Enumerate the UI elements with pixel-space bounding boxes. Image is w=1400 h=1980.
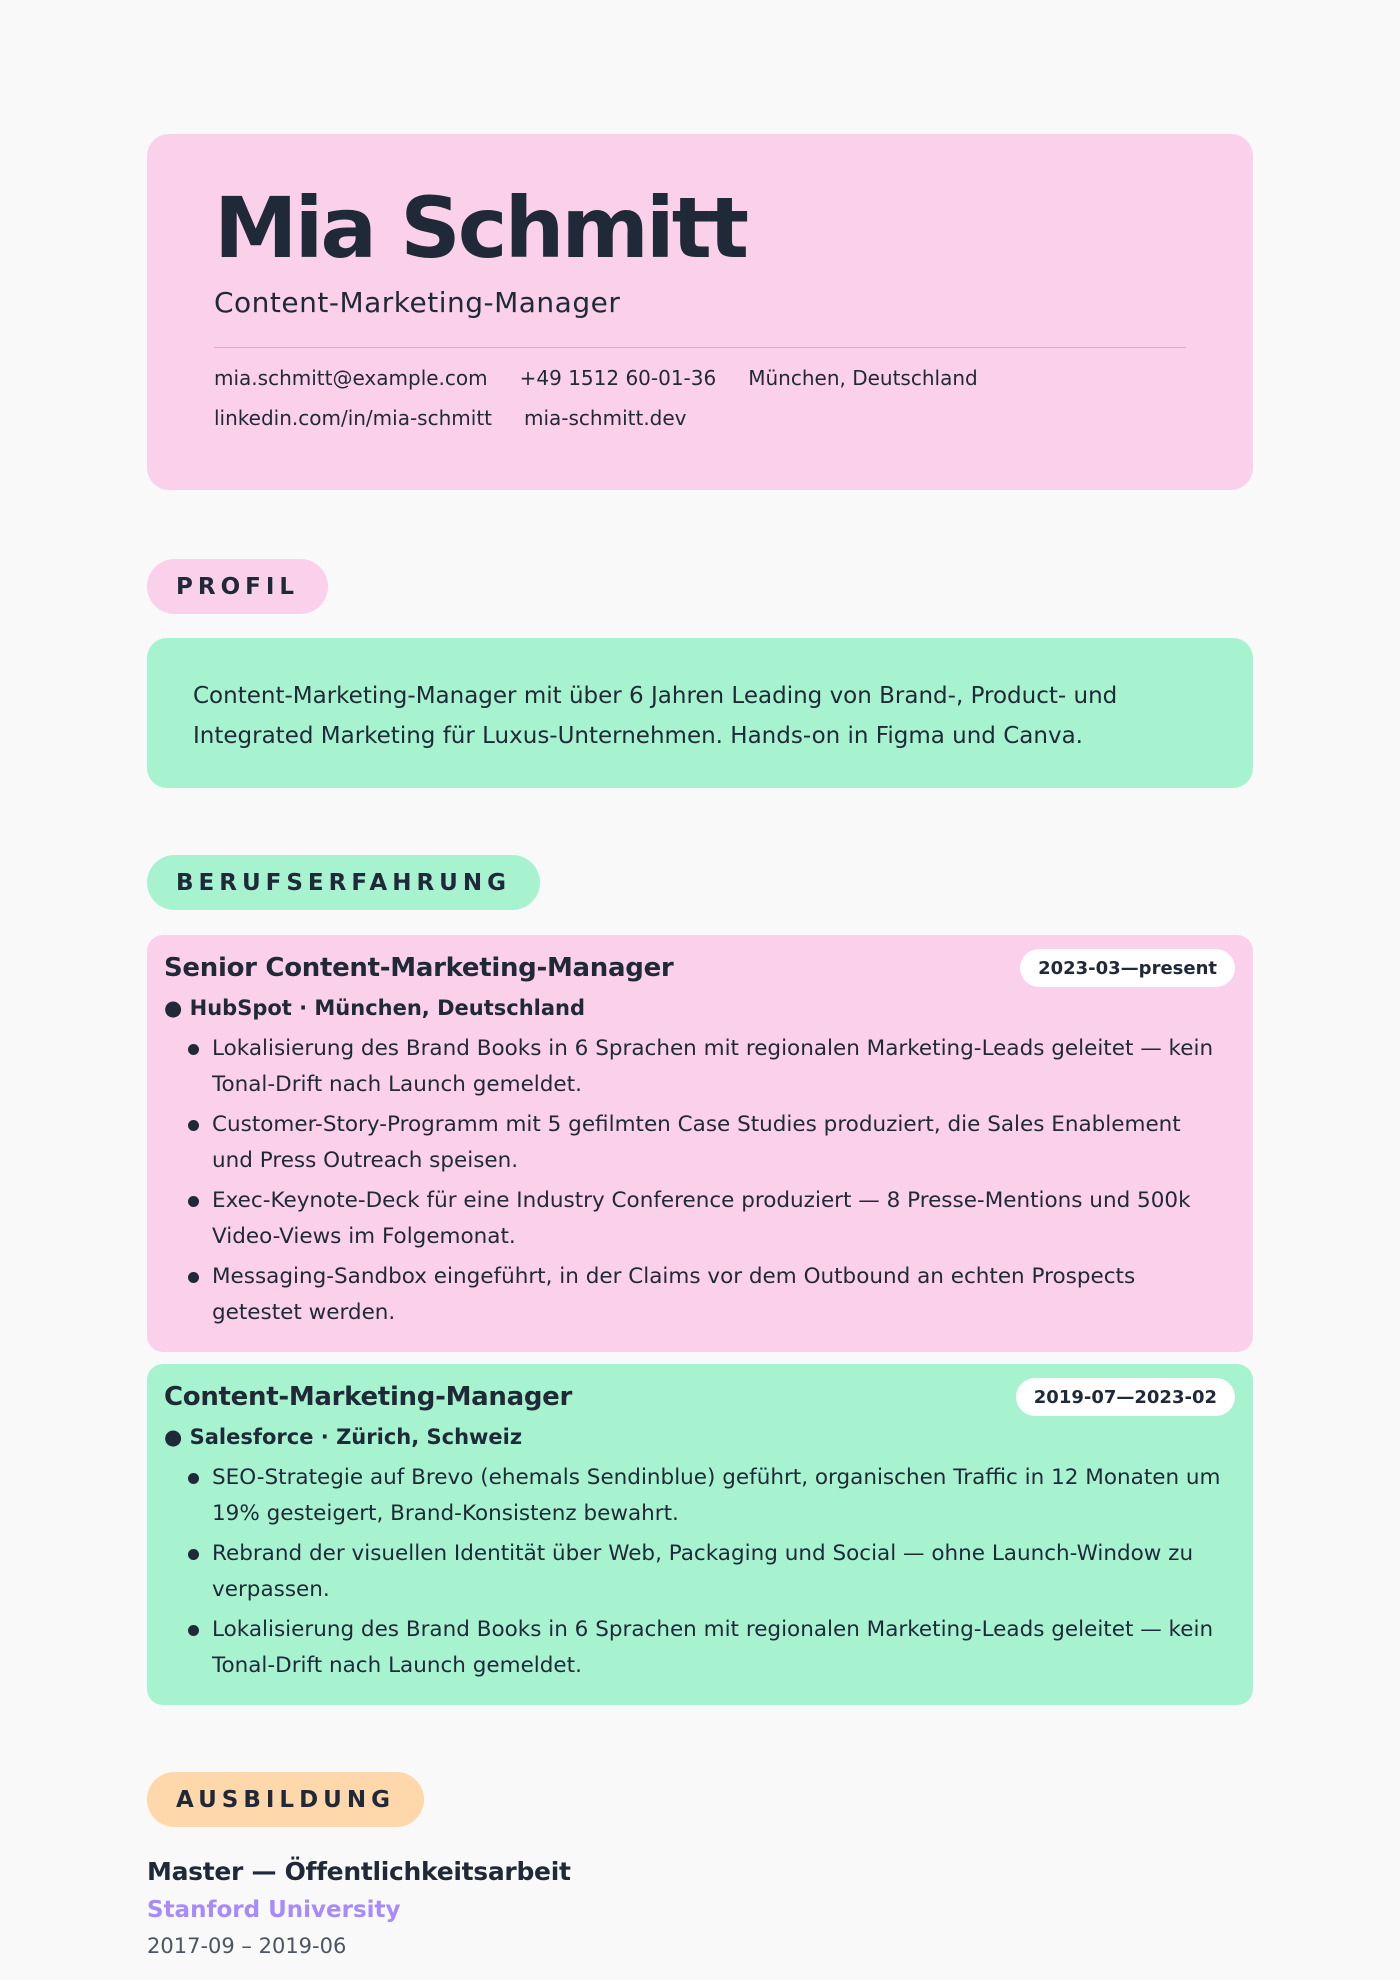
contact-row-primary [214, 365, 1185, 391]
job-bullet: Exec-Keynote-Deck für eine Industry Conference produziert — 8 Presse-Mentions und 500k Video-Views im Folgemonat. [212, 1183, 1235, 1255]
header-divider [214, 347, 1186, 348]
contact-row-secondary [214, 405, 1185, 431]
section-heading-experience: BERUFSERFAHRUNG [147, 855, 540, 910]
contact-linkedin[interactable]: linkedin.com/in/mia-schmitt [214, 406, 492, 430]
job-company: ● Salesforce · Zürich, Schweiz [164, 1425, 523, 1449]
section-heading-education: AUSBILDUNG [147, 1772, 424, 1827]
job-title: Content-Marketing-Manager [164, 1382, 573, 1412]
education-degree: Master — Öffentlichkeitsarbeit [147, 1857, 571, 1886]
job-bullet: SEO-Strategie auf Brevo (ehemals Sendinblue) geführt, organischen Traffic in 12 Monaten um 19% gesteigert, Brand-Konsistenz bewahrt. [212, 1460, 1235, 1532]
job-dates-badge: 2023-03—present [1020, 949, 1235, 987]
contact-location: München, Deutschland [748, 366, 978, 390]
job-bullet: Rebrand der visuellen Identität über Web, Packaging und Social — ohne Launch-Window zu verpassen. [212, 1536, 1235, 1608]
contact-website[interactable]: mia-schmitt.dev [524, 406, 687, 430]
job-bullets [164, 1460, 1235, 1684]
header-card [147, 134, 1253, 490]
profile-card [147, 638, 1253, 788]
job-bullet: Lokalisierung des Brand Books in 6 Sprachen mit regionalen Marketing-Leads geleitet — kein Tonal-Drift nach Launch gemeldet. [212, 1612, 1235, 1684]
experience-entry [147, 1364, 1253, 1705]
job-bullet: Messaging-Sandbox eingeführt, in der Claims vor dem Outbound an echten Prospects getestet werden. [212, 1259, 1235, 1331]
job-dates-badge: 2019-07—2023-02 [1016, 1378, 1235, 1416]
education-school: Stanford University [147, 1897, 401, 1923]
contact-email[interactable]: mia.schmitt@example.com [214, 366, 488, 390]
section-heading-profile: PROFIL [147, 559, 328, 614]
job-bullet: Customer-Story-Programm mit 5 gefilmten Case Studies produziert, die Sales Enablement und Press Outreach speisen. [212, 1107, 1235, 1179]
experience-entry [147, 935, 1253, 1352]
job-bullets [164, 1031, 1235, 1331]
education-entry [147, 1852, 571, 1964]
profile-summary: Content-Marketing-Manager mit über 6 Jahren Leading von Brand-, Product- und Integrated Marketing für Luxus-Unternehmen. Hands-on in Figma und Canva. [193, 683, 1118, 749]
experience-entry-header [164, 947, 1235, 989]
experience-entry-header [164, 1376, 1235, 1418]
education-dates: 2017-09 – 2019-06 [147, 1934, 347, 1958]
job-title: Senior Content-Marketing-Manager [164, 953, 674, 983]
job-company: ● HubSpot · München, Deutschland [164, 996, 586, 1020]
candidate-name: Mia Schmitt [214, 179, 747, 277]
contact-phone[interactable]: +49 1512 60-01-36 [519, 366, 717, 390]
job-bullet: Lokalisierung des Brand Books in 6 Sprachen mit regionalen Marketing-Leads geleitet — kein Tonal-Drift nach Launch gemeldet. [212, 1031, 1235, 1103]
candidate-headline: Content-Marketing-Manager [214, 286, 621, 319]
